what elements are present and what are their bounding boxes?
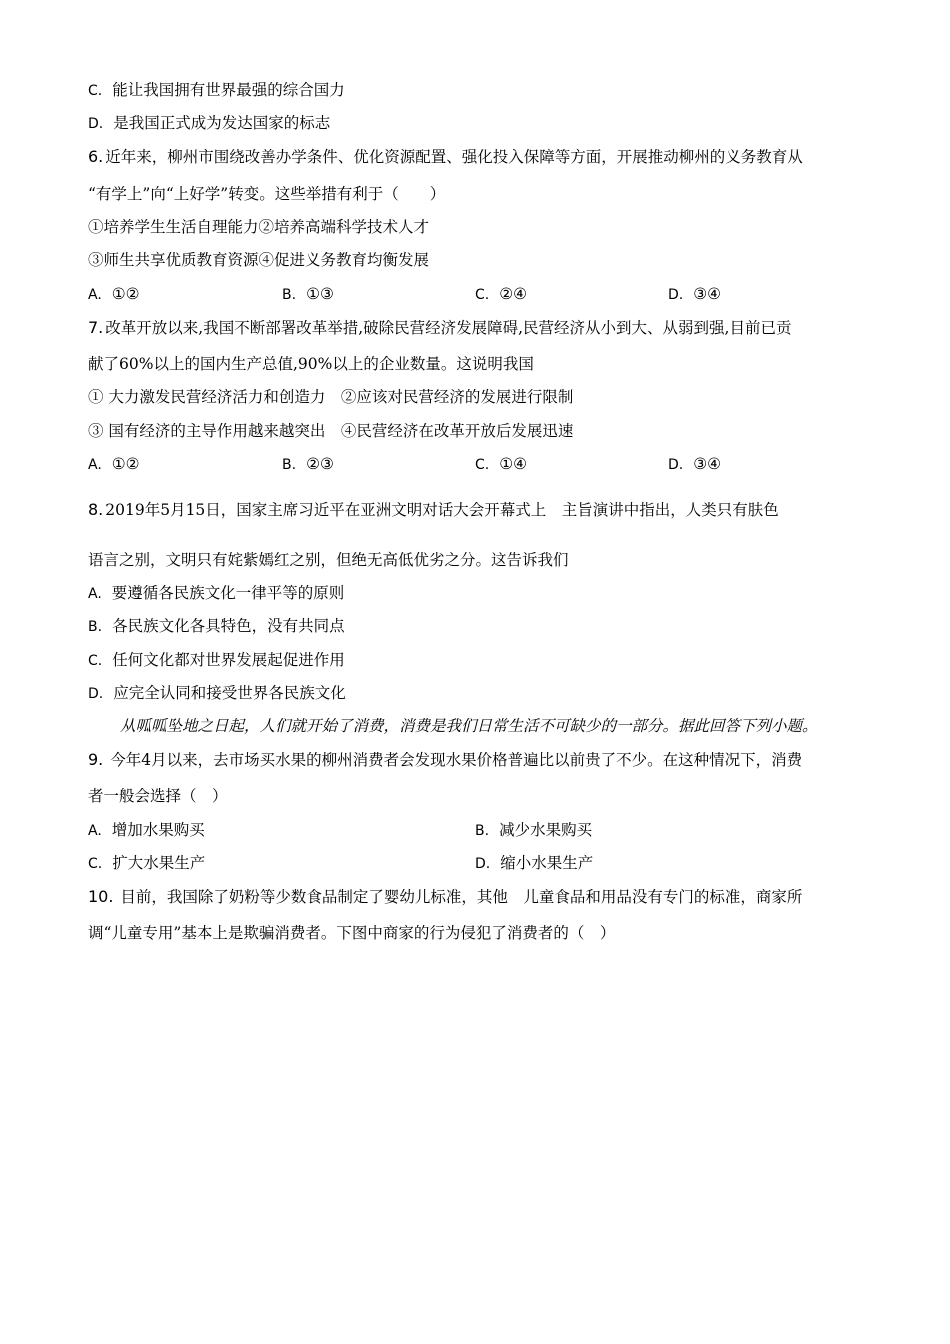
section-intro: 从呱呱坠地之日起，人们就开始了消费，消费是我们日常生活不可缺少的一部分。据此回答下列小题。 [120, 717, 818, 735]
option-text: ③④ [693, 455, 722, 473]
q7-item-line-2: ③ 国有经济的主导作用越来越突出 ④民营经济在改革开放后发展迅速 [88, 422, 574, 440]
q9-option-d [475, 853, 593, 874]
option-text: ③④ [693, 285, 722, 303]
q9-option-b [475, 820, 592, 841]
option-text: 增加水果购买 [111, 821, 205, 839]
option-text: 减少水果购买 [499, 821, 593, 839]
option-text: ①④ [499, 455, 528, 473]
q6-item-line-2: ③师生共享优质教育资源④促进义务教育均衡发展 [88, 251, 430, 269]
option-text: ②③ [306, 455, 334, 473]
q7-option-c [475, 454, 527, 475]
q9-stem-line-1 [88, 750, 802, 770]
q9-option-c [88, 853, 205, 874]
q7-stem-line-1 [88, 318, 791, 338]
option-letter: D. [88, 116, 104, 132]
option-text: 要遵循各民族文化一律平等的原则 [111, 584, 345, 602]
option-text: 应完全认同和接受世界各民族文化 [113, 684, 346, 702]
q6-option-b [282, 284, 334, 305]
option-letter: B. [282, 287, 297, 303]
q7-option-d [668, 454, 721, 475]
q7-option-a [88, 454, 140, 475]
q6-item-line-1: ①培养学生生活自理能力②培养高端科学技术人才 [88, 218, 430, 236]
option-letter: A. [88, 287, 102, 303]
q6-stem-line-2: “有学上”向“上好学”转变。这些举措有利于（ ） [88, 185, 446, 203]
option-letter: C. [88, 856, 103, 872]
option-letter: D. [668, 287, 684, 303]
question-number: 7. [88, 318, 104, 337]
option-letter: A. [88, 457, 102, 473]
q7-item-line-1: ① 大力激发民营经济活力和创造力 ②应该对民营经济的发展进行限制 [88, 388, 574, 406]
option-text: ①② [111, 285, 140, 303]
option-text: ①③ [306, 285, 334, 303]
q9-option-a [88, 820, 205, 841]
option-letter: B. [475, 823, 490, 839]
option-letter: B. [88, 619, 103, 635]
question-stem: 目前，我国除了奶粉等少数食品制定了婴幼儿标准，其他 儿童食品和用品没有专门的标准，商家所 [120, 888, 803, 906]
question-number: 10. [88, 887, 114, 906]
q8-stem-line-2: 语言之别，文明只有姹紫嫣红之别，但绝无高低优劣之分。这告诉我们 [88, 551, 569, 569]
option-letter: C. [475, 457, 490, 473]
question-number: 8. [88, 500, 104, 519]
q10-stem-line-2: 调“儿童专用”基本上是欺骗消费者。下图中商家的行为侵犯了消费者的（ ） [88, 924, 616, 942]
q8-option-d [88, 683, 346, 704]
option-text: 扩大水果生产 [112, 854, 206, 872]
q8-option-b [88, 616, 345, 637]
option-text: 是我国正式成为发达国家的标志 [113, 114, 331, 132]
option-text: 各民族文化各具特色，没有共同点 [112, 617, 345, 635]
q6-stem-line-1 [88, 147, 803, 167]
question-stem: 改革开放以来,我国不断部署改革举措,破除民营经济发展障碍,民营经济从小到大、从弱到强,目前已贡 [105, 319, 792, 337]
question-number: 9. [88, 750, 104, 769]
question-stem: 今年4月以来，去市场买水果的柳州消费者会发现水果价格普遍比以前贵了不少。在这种情况下，消费 [110, 751, 803, 769]
q6-option-a [88, 284, 140, 305]
option-letter: A. [88, 586, 102, 602]
option-letter: D. [475, 856, 491, 872]
option-text: ①② [111, 455, 140, 473]
q6-option-d [668, 284, 721, 305]
option-letter: C. [88, 653, 103, 669]
q6-option-c [475, 284, 527, 305]
q5-option-d [88, 113, 330, 134]
q10-stem-line-1 [88, 887, 802, 907]
option-text: 缩小水果生产 [500, 854, 594, 872]
q8-option-c [88, 650, 345, 671]
question-stem: 2019年5月15日，国家主席习近平在亚洲文明对话大会开幕式上 主旨演讲中指出，人类只有肤色 [105, 501, 779, 519]
q8-option-a [88, 583, 344, 604]
q9-stem-line-2: 者一般会选择（ ） [88, 787, 228, 805]
question-number: 6. [88, 147, 104, 166]
q7-option-b [282, 454, 334, 475]
option-letter: B. [282, 457, 297, 473]
option-letter: C. [475, 287, 490, 303]
q8-stem-line-1 [88, 500, 779, 520]
option-letter: C. [88, 83, 103, 99]
option-letter: D. [668, 457, 684, 473]
option-letter: A. [88, 823, 102, 839]
q5-option-c [88, 80, 345, 101]
option-text: ②④ [499, 285, 528, 303]
option-text: 任何文化都对世界发展起促进作用 [112, 651, 345, 669]
option-letter: D. [88, 686, 104, 702]
q7-stem-line-2: 献了60%以上的国内生产总值,90%以上的企业数量。这说明我国 [88, 355, 534, 373]
option-text: 能让我国拥有世界最强的综合国力 [112, 81, 345, 99]
question-stem: 近年来，柳州市围绕改善办学条件、优化资源配置、强化投入保障等方面，开展推动柳州的义务教育从 [105, 148, 803, 166]
